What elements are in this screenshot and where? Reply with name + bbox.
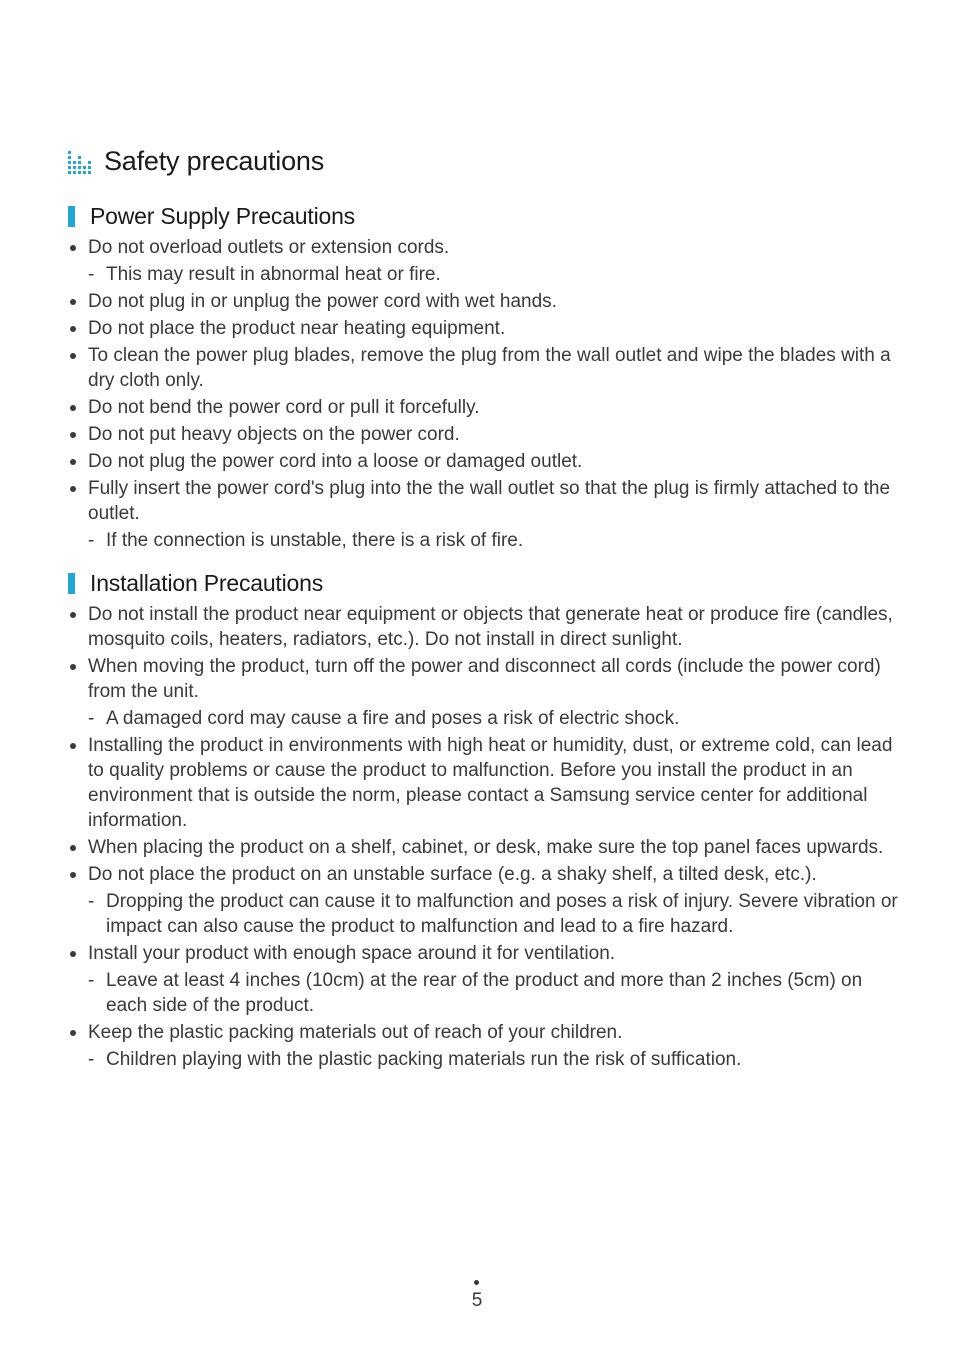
equalizer-icon [68,149,94,175]
list-item [68,235,898,260]
list-item-text: When moving the product, turn off the power and disconnect all cords (include the power cord) from the unit. [88,656,881,702]
sub-item-text: This may result in abnormal heat or fire. [106,264,441,285]
list-item-text: Do not plug the power cord into a loose or damaged outlet. [88,451,583,472]
dash-marker: - [88,1049,95,1070]
list-item-text: When placing the product on a shelf, cabinet, or desk, make sure the top panel faces upwards. [88,837,884,858]
installation-list [68,602,898,1074]
power-supply-list [68,235,898,555]
list-item [68,835,898,860]
page-dot [474,1280,479,1285]
dash-marker: - [88,970,95,991]
dash-marker: - [88,708,95,729]
section-bar [68,206,75,227]
list-item-text: Do not bend the power cord or pull it forcefully. [88,397,480,418]
page-number: 5 [471,1290,483,1311]
list-item-text: Fully insert the power cord's plug into the the wall outlet so that the plug is firmly attached to the outlet. [88,478,891,524]
sub-item [68,889,898,939]
sub-item [68,262,898,287]
section-heading-text: Power Supply Precautions [90,203,355,229]
list-item-text: Do not install the product near equipment or objects that generate heat or produce fire (candles, mosquito coils, heaters, radiators, etc.). Do not install in direct sunlight. [88,604,893,650]
list-item-text: Do not place the product near heating equipment. [88,318,506,339]
section-heading-text: Installation Precautions [90,570,324,596]
list-item [68,1020,898,1045]
section-bar [68,573,75,594]
sub-item-text: A damaged cord may cause a fire and poses a risk of electric shock. [106,708,680,729]
list-item-text: Installing the product in environments with high heat or humidity, dust, or extreme cold, can lead to quality problems or cause the product to malfunction. Before you install the product in an environment that is outside the norm, please contact a Samsung service center for additional information. [88,735,893,831]
list-item-text: To clean the power plug blades, remove the plug from the wall outlet and wipe the blades with a dry cloth only. [88,345,891,391]
sub-item [68,706,898,731]
list-item [68,654,898,704]
sub-item [68,528,898,553]
list-item-text: Do not overload outlets or extension cords. [88,237,450,258]
list-item [68,602,898,652]
list-item-text: Do not put heavy objects on the power cord. [88,424,460,445]
sub-item-text: Dropping the product can cause it to malfunction and poses a risk of injury. Severe vibration or impact can also cause the product to malfunction and lead to a fire hazard. [106,891,898,937]
list-item-text: Do not place the product on an unstable surface (e.g. a shaky shelf, a tilted desk, etc.). [88,864,817,885]
dash-marker: - [88,264,95,285]
page-title [68,146,324,177]
list-item [68,343,898,393]
list-item-text: Do not plug in or unplug the power cord with wet hands. [88,291,557,312]
list-item [68,449,898,474]
section-heading-installation [68,570,323,597]
list-item [68,941,898,966]
list-item [68,316,898,341]
list-item [68,289,898,314]
list-item [68,422,898,447]
dash-marker: - [88,530,95,551]
dash-marker: - [88,891,95,912]
sub-item-text: Leave at least 4 inches (10cm) at the rear of the product and more than 2 inches (5cm) on each side of the product. [106,970,863,1016]
section-heading-power [68,203,355,230]
list-item [68,862,898,887]
sub-item-text: Children playing with the plastic packing materials run the risk of suffication. [106,1049,742,1070]
page-title-text: Safety precautions [104,146,325,176]
sub-item [68,968,898,1018]
list-item [68,395,898,420]
list-item [68,476,898,526]
sub-item-text: If the connection is unstable, there is a risk of fire. [106,530,524,551]
list-item-text: Install your product with enough space around it for ventilation. [88,943,616,964]
sub-item [68,1047,898,1072]
list-item-text: Keep the plastic packing materials out of reach of your children. [88,1022,623,1043]
list-item [68,733,898,833]
